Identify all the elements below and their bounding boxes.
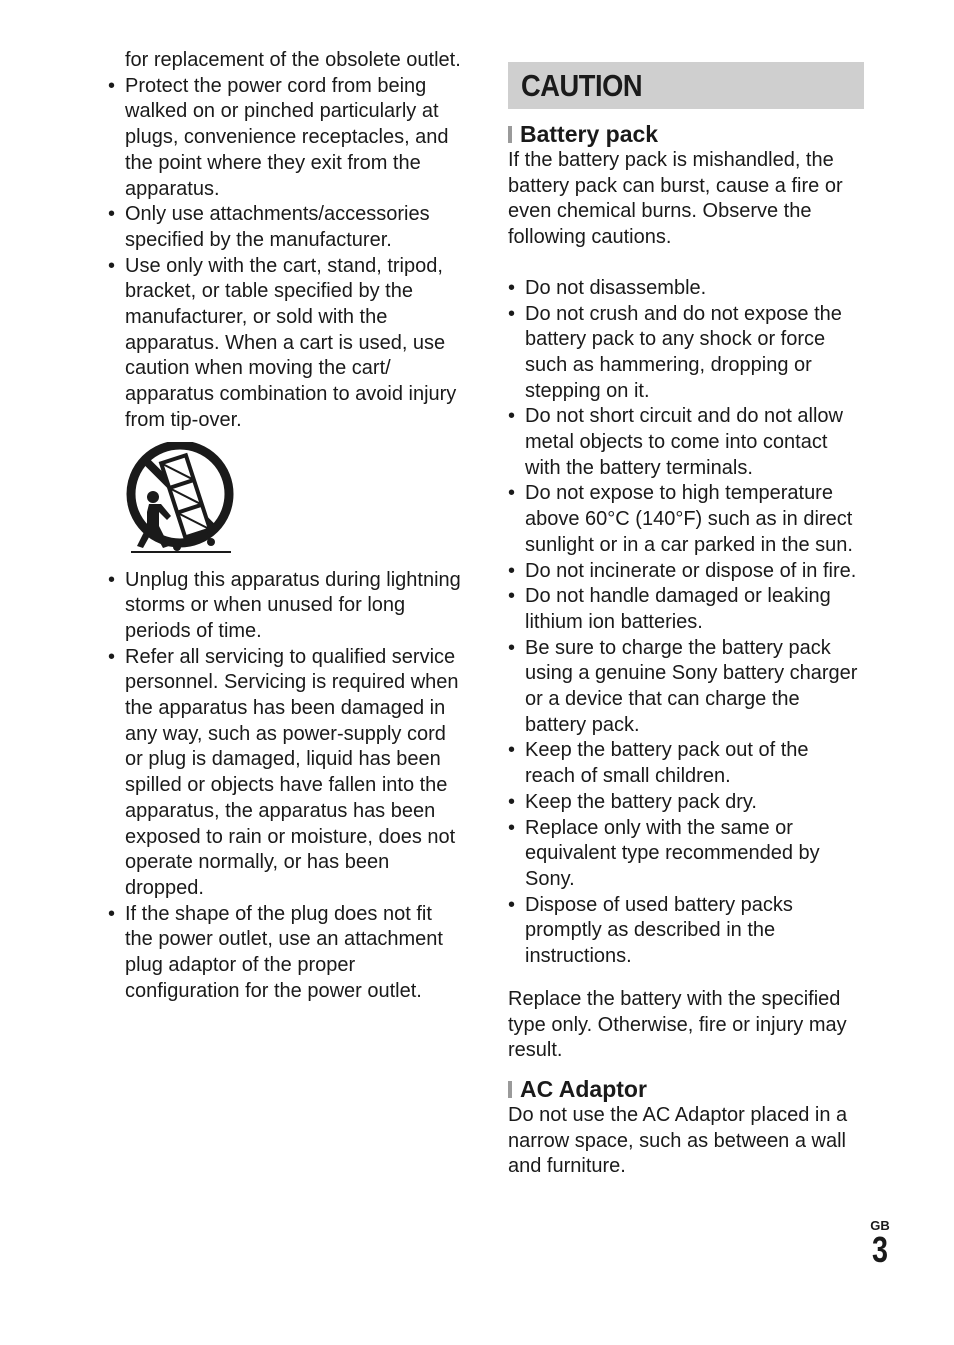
list-item: • Replace only with the same or equivalent type recommended by Sony. — [508, 816, 864, 893]
right-column — [508, 62, 864, 1180]
list-item: • Keep the battery pack dry. — [508, 790, 864, 816]
list-item: • Do not crush and do not expose the battery pack to any shock or force such as hammering, dropping or stepping on it. — [508, 302, 864, 405]
list-item: • Dispose of used battery packs promptly as described in the instructions. — [508, 893, 864, 970]
list-item: • Do not incinerate or dispose of in fire. — [508, 559, 864, 585]
list-item: • Do not expose to high temperature above 60°C (140°F) such as in direct sunlight or in a car parked in the sun. — [508, 481, 864, 558]
list-item: • Do not disassemble. — [508, 276, 864, 302]
battery-pack-heading-text: Battery pack — [520, 121, 659, 147]
battery-caution-list — [508, 276, 864, 970]
list-item: • Only use attachments/accessories specified by the manufacturer. — [108, 202, 464, 253]
heading-marker — [508, 126, 512, 143]
left-column — [108, 48, 464, 1005]
ac-adaptor-heading — [508, 1076, 864, 1103]
list-item: • Do not handle damaged or leaking lithium ion batteries. — [508, 584, 864, 635]
safety-list-bottom — [108, 568, 464, 1005]
heading-marker — [508, 1081, 512, 1098]
caution-title: CAUTION — [521, 67, 643, 103]
list-item: • Refer all servicing to qualified service personnel. Servicing is required when the apparatus has been damaged in any way, such as power-supply cord or plug is damaged, liquid has been spilled or objects have fallen into the apparatus, the apparatus has been exposed to rain or moisture, does not operate normally, or has been dropped. — [108, 645, 464, 902]
list-item: • Use only with the cart, stand, tripod, bracket, or table specified by the manufacturer, or sold with the apparatus. When a cart is used, use caution when moving the cart/ apparatus combination to avoid injury from tip-over. — [108, 254, 464, 434]
page-number — [868, 1218, 892, 1270]
page-number-value: 3 — [871, 1229, 889, 1270]
list-item: • Protect the power cord from being walked on or pinched particularly at plugs, convenience receptacles, and the point where they exit from the apparatus. — [108, 74, 464, 203]
list-item: • Be sure to charge the battery pack using a genuine Sony battery charger or a device that can charge the battery pack. — [508, 636, 864, 739]
battery-pack-heading — [508, 121, 864, 148]
list-item: • Unplug this apparatus during lightning storms or when unused for long periods of time. — [108, 568, 464, 645]
battery-intro: If the battery pack is mishandled, the battery pack can burst, cause a fire or even chemical burns. Observe the following cautions. — [508, 149, 843, 249]
list-item: • Do not short circuit and do not allow metal objects to come into contact with the battery terminals. — [508, 404, 864, 481]
cart-tip-over-warning-icon — [125, 442, 235, 554]
battery-outro: Replace the battery with the specified type only. Otherwise, fire or injury may result. — [508, 987, 847, 1062]
list-item: • Keep the battery pack out of the reach of small children. — [508, 738, 864, 789]
continuation-text: for replacement of the obsolete outlet. — [125, 49, 461, 71]
ac-adaptor-heading-text: AC Adaptor — [520, 1075, 647, 1102]
region-code: GB — [870, 1218, 890, 1233]
safety-list-top — [108, 74, 464, 434]
ac-adaptor-body: Do not use the AC Adaptor placed in a narrow space, such as between a wall and furniture. — [508, 1103, 848, 1178]
list-item: • If the shape of the plug does not fit the power outlet, use an attachment plug adaptor of the proper configuration for the power outlet. — [108, 902, 464, 1005]
caution-banner — [508, 62, 864, 109]
